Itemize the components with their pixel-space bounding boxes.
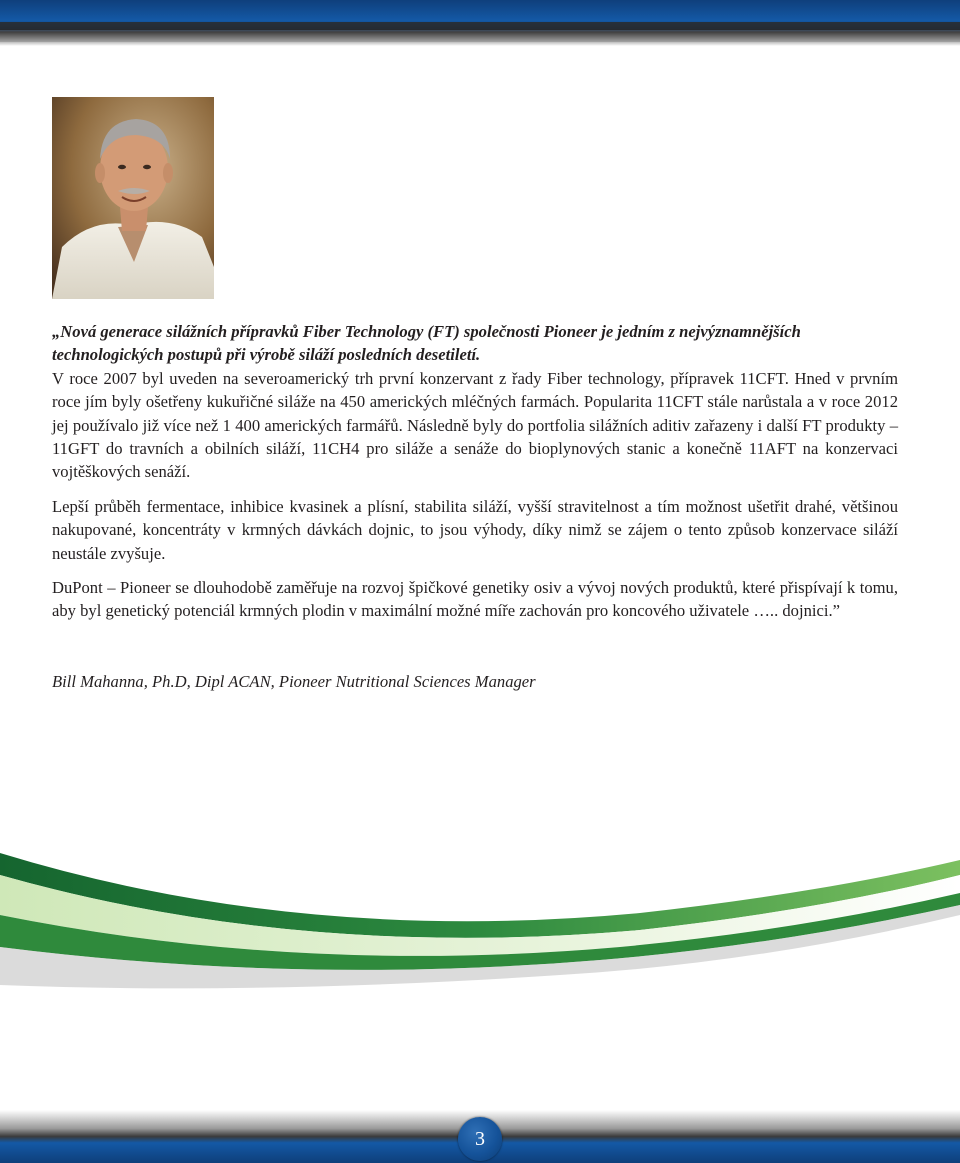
article-body	[52, 320, 898, 634]
page-number-badge: 3	[458, 1117, 502, 1161]
paragraph-1: V roce 2007 byl uveden na severoamerický trh první konzervant z řady Fiber technology, přípravek 11CFT. Hned v prvním roce jím byly ošetřeny kukuřičné siláže na 450 amerických mléčných farmách. Popularita 11CFT stále narůstala a v roce 2012 jej používalo již více než 1 400 amerických farmářů. Následně byly do portfolia silážních aditiv zařazeny i další FT produkty – 11GFT do travních a obilních siláží, 11CH4 pro siláže a senáže do bioplynových stanic a konečně 11AFT na konzervaci vojtěškových senáží.	[52, 368, 898, 482]
author-photo	[52, 97, 214, 299]
paragraph-3: DuPont – Pioneer se dlouhodobě zaměřuje na rozvoj špičkové genetiky osiv a vývoj nových produktů, které přispívají k tomu, aby byl genetický potenciál krmných plodin v maximální možné míře zachován pro koncového uživatele ….. dojnici.”	[52, 578, 898, 621]
header-band	[0, 0, 960, 50]
portrait-image	[52, 97, 214, 299]
green-swoosh-decoration	[0, 835, 960, 1005]
author-signature: Bill Mahanna, Ph.D, Dipl ACAN, Pioneer Nutritional Sciences Manager	[52, 672, 536, 691]
paragraph-2: Lepší průběh fermentace, inhibice kvasinek a plísní, stabilita siláží, vyšší stravitelnost a tím možnost ušetřit drahé, většinou nakupované, koncentráty v krmných dávkách dojnic, to jsou výhody, díky nimž se zájem o tento způsob konzervace siláží neustále zvyšuje.	[52, 496, 898, 563]
lead-statement: „Nová generace silážních přípravků Fiber Technology (FT) společnosti Pioneer je jedním z nejvýznamnějších technologických postupů při výrobě siláží posledních desetiletí.	[52, 322, 801, 365]
